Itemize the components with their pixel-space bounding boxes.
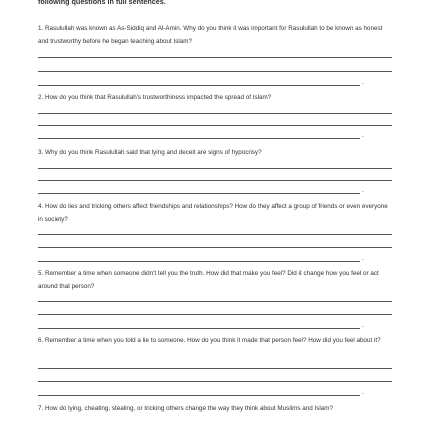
line-end-mark: .: [362, 132, 364, 139]
question-text-2: 2. How do you think that Rasulullah's trustworthiness impacted the spread of Islam?: [38, 94, 272, 101]
answer-line[interactable]: [38, 301, 392, 302]
question-block-5: [38, 268, 394, 329]
answer-line[interactable]: [38, 193, 360, 194]
answer-line[interactable]: [38, 261, 360, 262]
line-end-mark: .: [362, 322, 364, 329]
question-text-3: 3. Why do you think Rasulullah said that lying and deceit are signs of hypocrisy?: [38, 149, 262, 156]
answer-line[interactable]: [38, 125, 392, 126]
question-text-4: 4. How do lies and tricking others affect friendships and relationships? How do they affect a group of friends or even everyone in society?: [38, 203, 388, 223]
answer-line[interactable]: [38, 381, 392, 382]
answer-line[interactable]: [38, 168, 392, 169]
question-text-1: 1. Rasulullah was known as As-Siddiq and Al-Amin. Why do you think it was important for Rasulullah to be known as honest and trustworthy before he began teaching about Islam?: [38, 25, 383, 45]
line-end-mark: .: [362, 79, 364, 86]
instructions-text: following questions in full sentences.: [38, 0, 166, 6]
answer-line[interactable]: [38, 85, 360, 86]
answer-line[interactable]: [38, 113, 392, 114]
answer-line[interactable]: [38, 314, 392, 315]
answer-line[interactable]: [38, 328, 360, 329]
line-end-mark: .: [362, 255, 364, 262]
answer-line[interactable]: [38, 247, 392, 248]
line-end-mark: .: [362, 389, 364, 396]
answer-line[interactable]: [38, 368, 392, 369]
answer-line[interactable]: [38, 234, 392, 235]
question-block-1: [38, 23, 394, 86]
question-block-2: [38, 92, 394, 139]
question-block-4: [38, 201, 394, 262]
answer-line[interactable]: [38, 57, 392, 58]
question-block-3: [38, 147, 394, 194]
answer-line[interactable]: [38, 71, 392, 72]
question-text-6: 6. Remember a time when you told a lie to someone. How do you think it made that person feel? How did you feel about it?: [38, 337, 381, 344]
question-text-7: 7. How do lying, cheating, stealing, or tricking others change the way they think about Muslims and Islam?: [38, 405, 334, 412]
question-block-7: [38, 403, 394, 416]
question-block-6: [38, 335, 394, 396]
question-text-5: 5. Remember a time when someone didn't tell you the truth. How did that make you feel? Did it change how you feel or act around that person?: [38, 270, 379, 290]
answer-line[interactable]: [38, 138, 360, 139]
answer-line[interactable]: [38, 395, 360, 396]
line-end-mark: .: [362, 187, 364, 194]
answer-line[interactable]: [38, 180, 392, 181]
